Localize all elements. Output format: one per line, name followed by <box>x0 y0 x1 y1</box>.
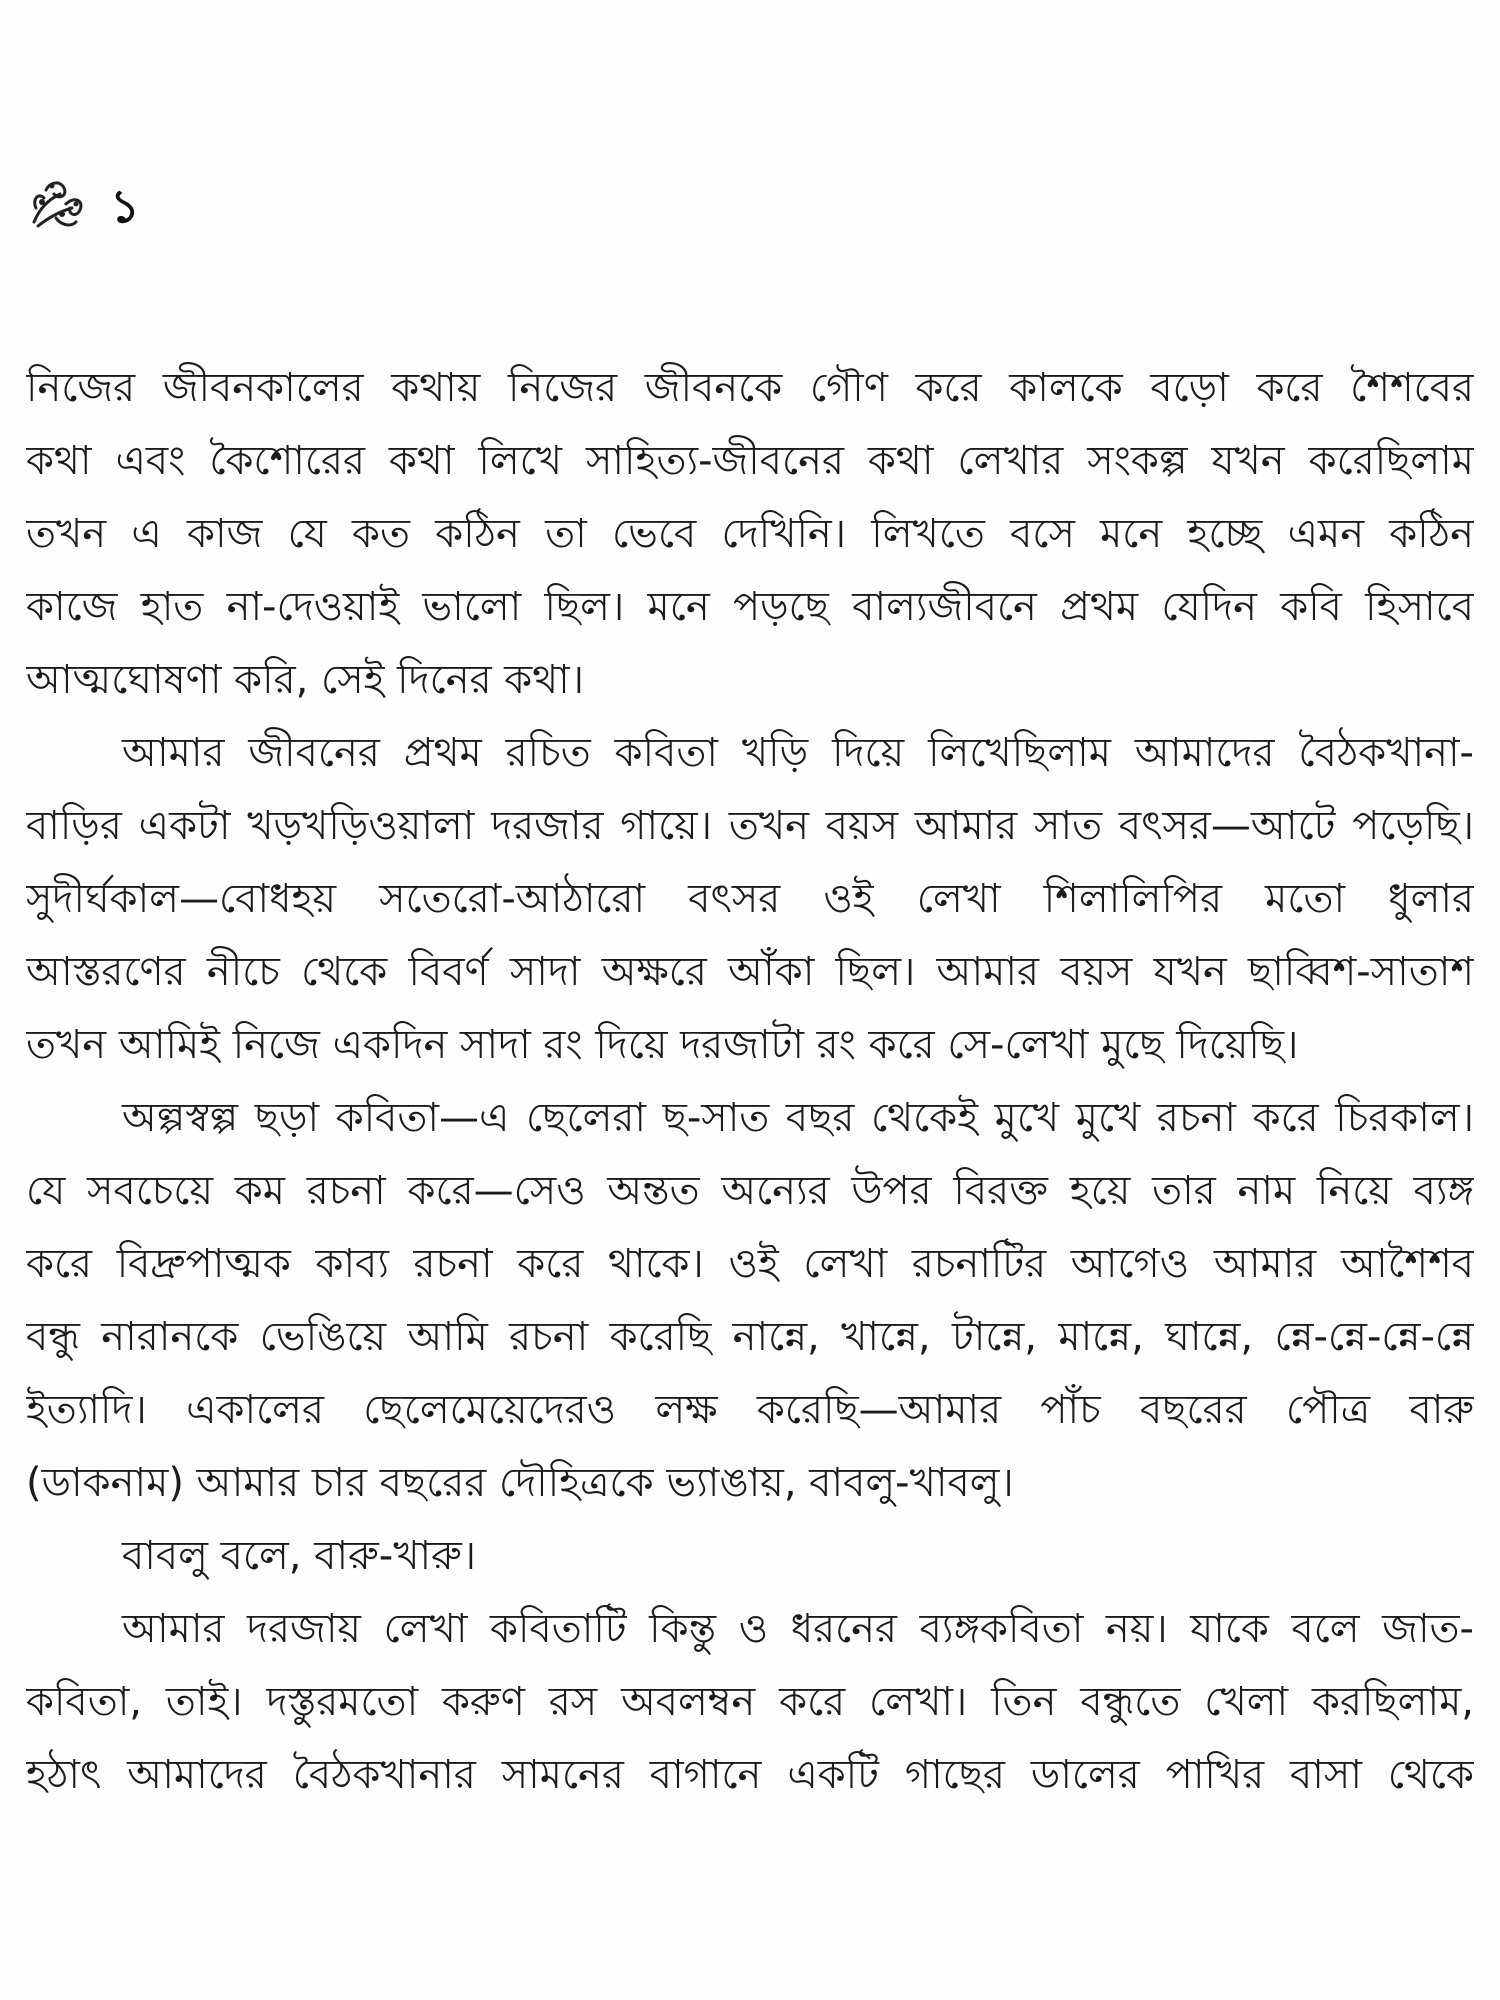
text-line: নিজের জীবনকালের কথায় নিজের জীবনকে গৌণ করে কালকে বড়ো করে শৈশবের <box>26 365 1474 411</box>
chapter-number: ১ <box>110 179 140 233</box>
text-line: করে বিদ্রুপাত্মক কাব্য রচনা করে থাকে। ওই লেখা রচনাটির আগেও আমার আশৈশব <box>26 1241 1474 1287</box>
text-line: আস্তরণের নীচে থেকে বিবর্ণ সাদা অক্ষরে আঁকা ছিল। আমার বয়স যখন ছাব্বিশ-সাতাশ <box>26 949 1474 995</box>
text-line: (ডাকনাম) আমার চার বছরের দৌহিত্রকে ভ্যাঙায়, বাবলু-খাবলু। <box>26 1460 1014 1506</box>
text-line: তখন এ কাজ যে কত কঠিন তা ভেবে দেখিনি। লিখতে বসে মনে হচ্ছে এমন কঠিন <box>26 511 1474 557</box>
text-line: হঠাৎ আমাদের বৈঠকখানার সামনের বাগানে একটি গাছের ডালের পাখির বাসা থেকে <box>26 1752 1474 1798</box>
text-line: ইত্যাদি। একালের ছেলেমেয়েদেরও লক্ষ করেছি—আমার পাঁচ বছরের পৌত্র বারু <box>26 1387 1474 1433</box>
text-line: বাবলু বলে, বারু-খারু। <box>122 1533 477 1579</box>
text-line: তখন আমিই নিজে একদিন সাদা রং দিয়ে দরজাটা রং করে সে-লেখা মুছে দিয়েছি। <box>26 1022 1299 1068</box>
text-line: কাজে হাত না-দেওয়াই ভালো ছিল। মনে পড়ছে বাল্যজীবনে প্রথম যেদিন কবি হিসাবে <box>26 584 1474 630</box>
text-line: সুদীর্ঘকাল—বোধহয় সতেরো-আঠারো বৎসর ওই লেখা শিলালিপির মতো ধুলার <box>26 876 1474 922</box>
text-line: বন্ধু নারানকে ভেঙিয়ে আমি রচনা করেছি নান্নে, খান্নে, টান্নে, মান্নে, ঘান্নে, ন্নে-ন্নে-ন্নে-ন্নে <box>26 1314 1474 1360</box>
text-line: অল্পস্বল্প ছড়া কবিতা—এ ছেলেরা ছ-সাত বছর থেকেই মুখে মুখে রচনা করে চিরকাল। <box>122 1095 1474 1141</box>
chapter-heading <box>26 178 140 234</box>
text-line: আমার দরজায় লেখা কবিতাটি কিন্তু ও ধরনের ব্যঙ্গকবিতা নয়। যাকে বলে জাত- <box>122 1606 1474 1652</box>
text-line: আমার জীবনের প্রথম রচিত কবিতা খড়ি দিয়ে লিখেছিলাম আমাদের বৈঠকখানা- <box>122 730 1474 776</box>
text-line: কথা এবং কৈশোরের কথা লিখে সাহিত্য-জীবনের কথা লেখার সংকল্প যখন করেছিলাম <box>26 438 1474 484</box>
floral-ornament-icon <box>26 178 88 234</box>
text-line: আত্মঘোষণা করি, সেই দিনের কথা। <box>26 657 585 703</box>
text-line: যে সবচেয়ে কম রচনা করে—সেও অন্তত অন্যের উপর বিরক্ত হয়ে তার নাম নিয়ে ব্যঙ্গ <box>26 1168 1474 1214</box>
body-text <box>26 352 1474 1812</box>
text-line: বাড়ির একটা খড়খড়িওয়ালা দরজার গায়ে। তখন বয়স আমার সাত বৎসর—আটে পড়েছি। <box>26 803 1474 849</box>
text-line: কবিতা, তাই। দস্তুরমতো করুণ রস অবলম্বন করে লেখা। তিন বন্ধুতে খেলা করছিলাম, <box>26 1679 1474 1725</box>
